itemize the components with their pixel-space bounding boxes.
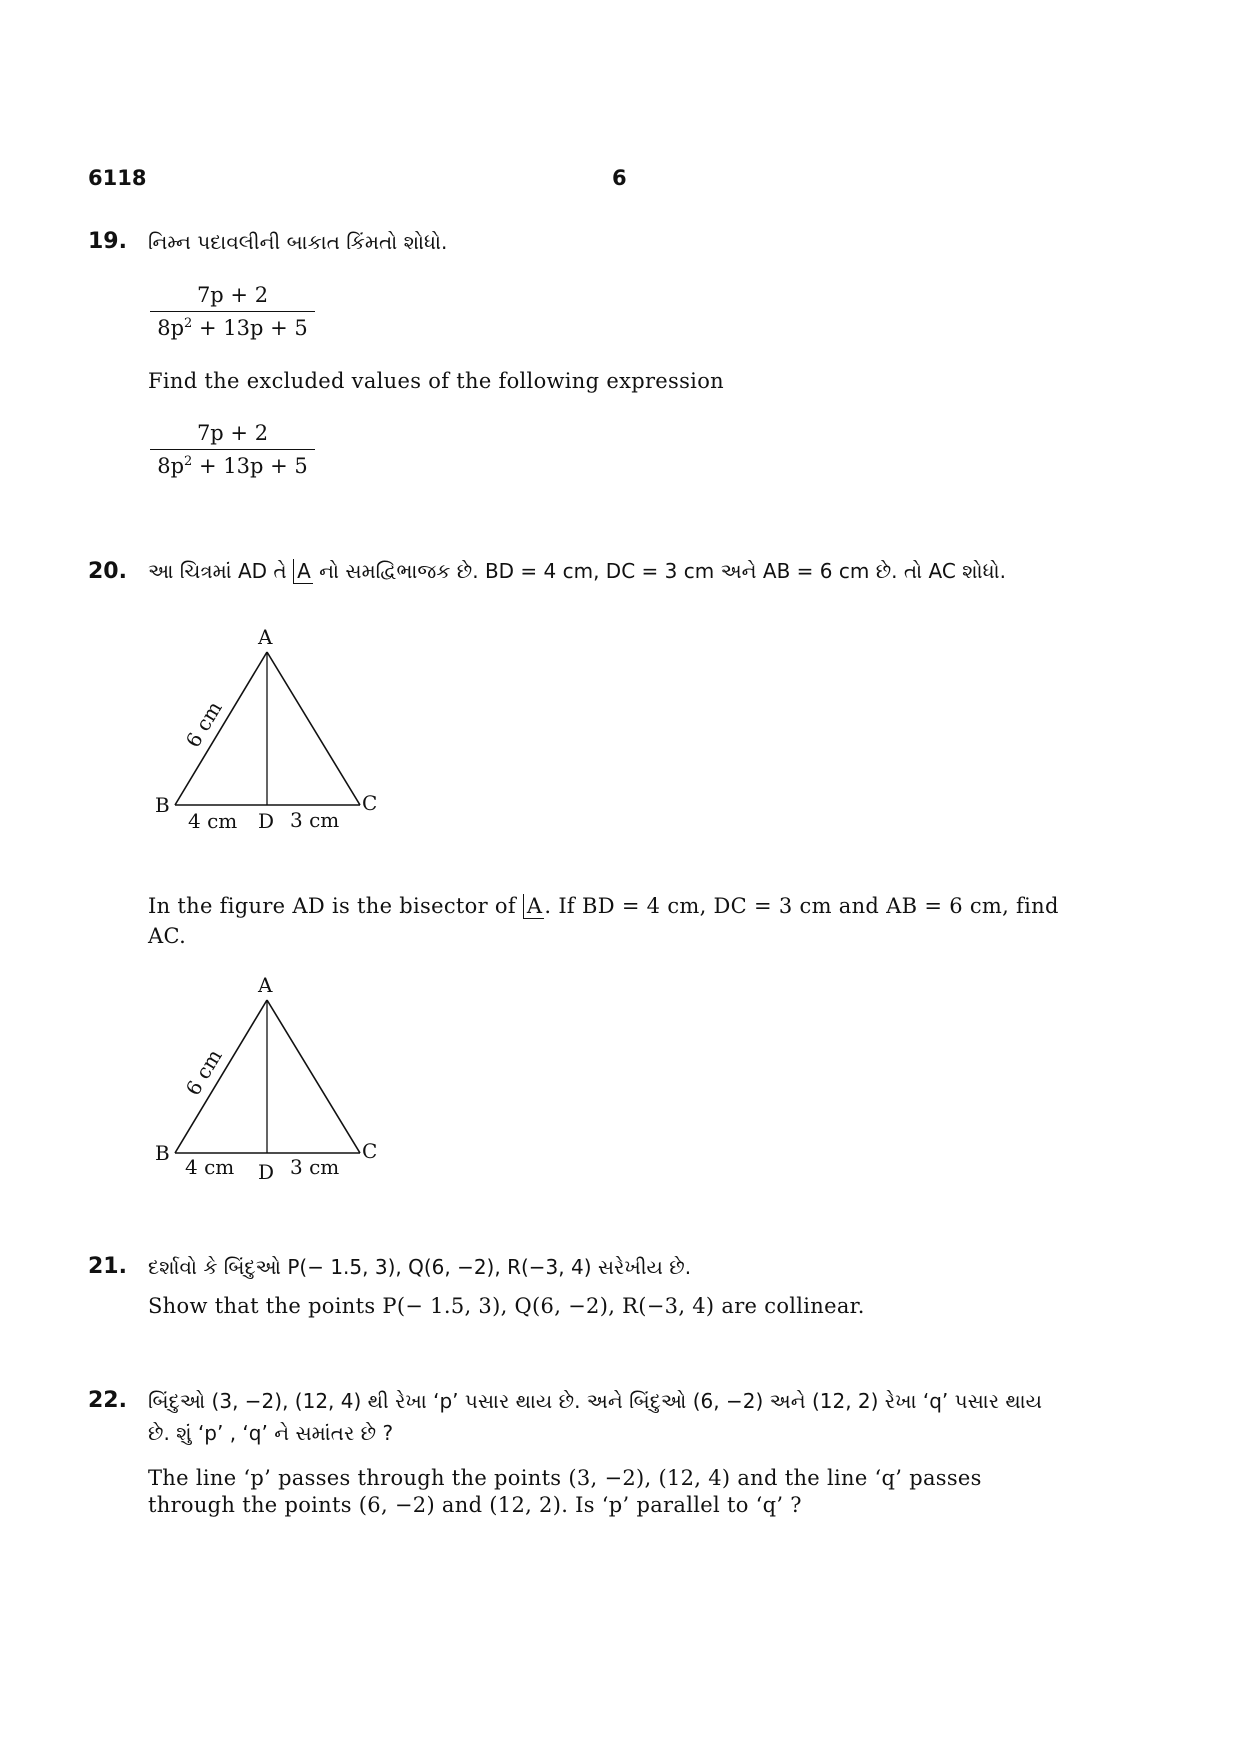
question-text-gujarati-continued: છે. શું ‘p’ , ‘q’ ને સમાંતર છે ? [148, 1421, 394, 1445]
question-text-english: In the figure AD is the bisector of A. If BD = 4 cm, DC = 3 cm and AB = 6 cm, find [148, 894, 1059, 918]
bd-length-label: 4 cm [188, 809, 238, 833]
question-text-english-continued: AC. [148, 924, 187, 948]
fraction-expression [150, 283, 315, 340]
vertex-c-label: C [362, 791, 378, 815]
dc-length-label: 3 cm [290, 808, 340, 832]
question-text-english-continued: through the points (6, −2) and (12, 2). Is ‘p’ parallel to ‘q’ ? [148, 1493, 802, 1517]
question-text-english: Show that the points P(− 1.5, 3), Q(6, −2), R(−3, 4) are collinear. [148, 1294, 865, 1318]
question-number: 20. [88, 559, 127, 584]
ab-length-label: 6 cm [180, 1044, 227, 1100]
vertex-a-label: A [258, 973, 273, 997]
side-ac [267, 652, 360, 805]
question-text-gujarati: બિંદુઓ (3, −2), (12, 4) થી રેખા ‘p’ પસાર થાય છે. અને બિંદુઓ (6, −2) અને (12, 2) રેખા ‘q’ પસાર થાય [148, 1389, 1043, 1413]
fraction-numerator: 7p + 2 [150, 421, 315, 450]
question-text-english: The line ‘p’ passes through the points (3, −2), (12, 4) and the line ‘q’ passes [148, 1466, 982, 1490]
question-number: 21. [88, 1254, 127, 1279]
angle-symbol: A [523, 894, 544, 919]
question-text-gujarati: આ ચિત્રમાં AD તે A નો સમદ્વિભાજક છે. BD = 4 cm, DC = 3 cm અને AB = 6 cm છે. તો AC શોધો. [148, 559, 1006, 583]
question-text-english: Find the excluded values of the following expression [148, 369, 724, 393]
paper-code: 6118 [88, 166, 147, 190]
question-number: 19. [88, 229, 127, 254]
fraction-expression [150, 421, 315, 478]
question-text-gujarati: દર્શાવો કે બિંદુઓ P(− 1.5, 3), Q(6, −2), R(−3, 4) સરેખીય છે. [148, 1255, 692, 1279]
ab-length-label: 6 cm [180, 696, 227, 752]
dc-length-label: 3 cm [290, 1155, 340, 1179]
vertex-a-label: A [258, 625, 273, 649]
point-d-label: D [258, 809, 275, 833]
triangle-figure [145, 973, 385, 1188]
triangle-figure [145, 625, 385, 840]
question-text-gujarati: નિમ્ન પદાવલીની બાકાત કિંમતો શોધો. [148, 230, 448, 254]
angle-symbol: A [293, 559, 313, 584]
side-ac [267, 1000, 360, 1153]
page-number: 6 [612, 166, 627, 190]
point-d-label: D [258, 1160, 275, 1184]
fraction-denominator: $8p^2 + 13p + 5$ [157, 316, 308, 340]
question-number: 22. [88, 1388, 127, 1413]
vertex-b-label: B [155, 793, 170, 817]
fraction-numerator: 7p + 2 [150, 283, 315, 312]
vertex-b-label: B [155, 1141, 170, 1165]
fraction-denominator: $8p^2 + 13p + 5$ [157, 454, 308, 478]
bd-length-label: 4 cm [185, 1155, 235, 1179]
vertex-c-label: C [362, 1139, 378, 1163]
